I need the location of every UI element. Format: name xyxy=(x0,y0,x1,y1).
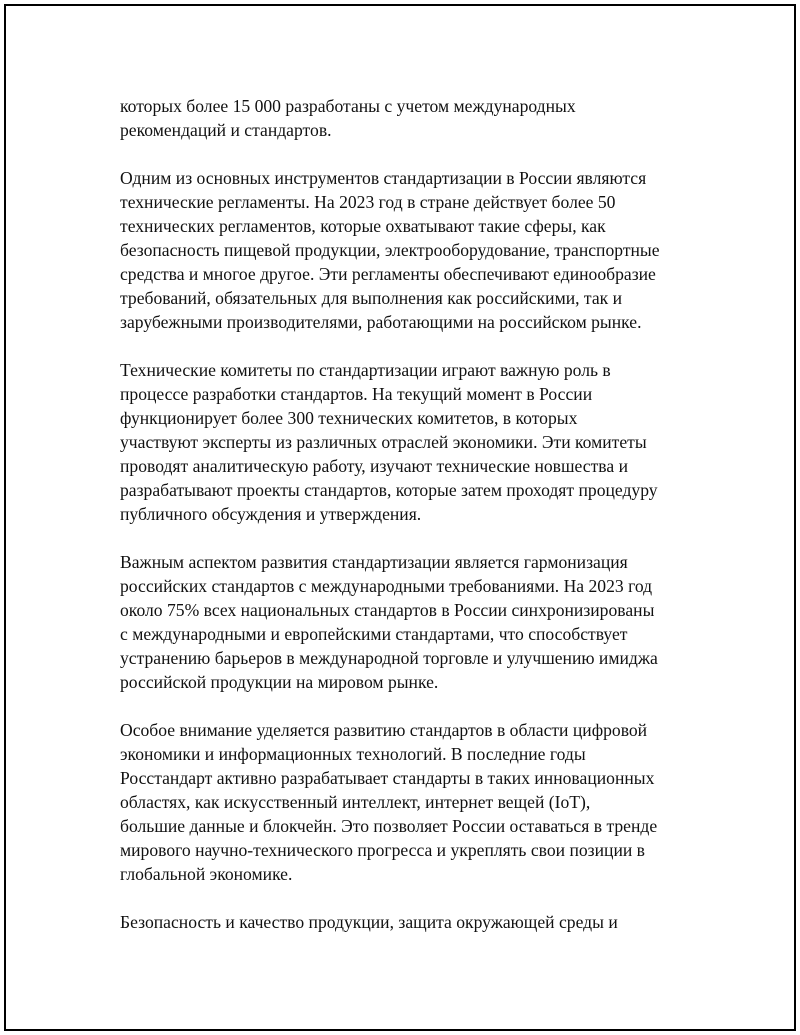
text-line: функционирует более 300 технических комитетов, в которых xyxy=(120,408,578,428)
text-line: Безопасность и качество продукции, защита окружающей среды и xyxy=(120,912,618,932)
text-line: экономики и информационных технологий. В последние годы xyxy=(120,744,586,764)
paragraph-2 xyxy=(120,166,690,334)
text-line: Технические комитеты по стандартизации играют важную роль в xyxy=(120,360,611,380)
text-line: технические регламенты. На 2023 год в стране действует более 50 xyxy=(120,192,616,212)
document-page xyxy=(4,4,796,1031)
paragraph-3 xyxy=(120,358,690,526)
paragraph-4 xyxy=(120,550,690,694)
text-line: процессе разработки стандартов. На текущий момент в России xyxy=(120,384,593,404)
text-line: Важным аспектом развития стандартизации является гармонизация xyxy=(120,552,628,572)
text-line: российских стандартов с международными требованиями. На 2023 год xyxy=(120,576,653,596)
text-line: зарубежными производителями, работающими на российском рынке. xyxy=(120,312,642,332)
paragraph-1 xyxy=(120,94,690,142)
text-line: проводят аналитическую работу, изучают технические новшества и xyxy=(120,456,628,476)
text-line: глобальной экономике. xyxy=(120,864,293,884)
paragraph-5 xyxy=(120,718,690,886)
text-line: средства и многое другое. Эти регламенты обеспечивают единообразие xyxy=(120,264,656,284)
document-body xyxy=(120,94,690,958)
text-line: безопасность пищевой продукции, электрооборудование, транспортные xyxy=(120,240,660,260)
text-line: Одним из основных инструментов стандартизации в России являются xyxy=(120,168,647,188)
text-line: требований, обязательных для выполнения как российскими, так и xyxy=(120,288,622,308)
text-line: технических регламентов, которые охватывают такие сферы, как xyxy=(120,216,606,236)
text-line: областях, как искусственный интеллект, интернет вещей (IoT), xyxy=(120,792,591,812)
text-line: российской продукции на мировом рынке. xyxy=(120,672,439,692)
text-line: участвуют эксперты из различных отраслей экономики. Эти комитеты xyxy=(120,432,647,452)
text-line: публичного обсуждения и утверждения. xyxy=(120,504,422,524)
text-line: разрабатывают проекты стандартов, которые затем проходят процедуру xyxy=(120,480,658,500)
text-line: около 75% всех национальных стандартов в России синхронизированы xyxy=(120,600,655,620)
text-line: рекомендаций и стандартов. xyxy=(120,120,332,140)
text-line: Росстандарт активно разрабатывает стандарты в таких инновационных xyxy=(120,768,655,788)
text-line: с международными и европейскими стандартами, что способствует xyxy=(120,624,628,644)
paragraph-6 xyxy=(120,910,690,934)
text-line: мирового научно-технического прогресса и укреплять свои позиции в xyxy=(120,840,645,860)
text-line: устранению барьеров в международной торговле и улучшению имиджа xyxy=(120,648,658,668)
text-line: Особое внимание уделяется развитию стандартов в области цифровой xyxy=(120,720,648,740)
text-line: которых более 15 000 разработаны с учетом международных xyxy=(120,96,576,116)
text-line: большие данные и блокчейн. Это позволяет России оставаться в тренде xyxy=(120,816,658,836)
